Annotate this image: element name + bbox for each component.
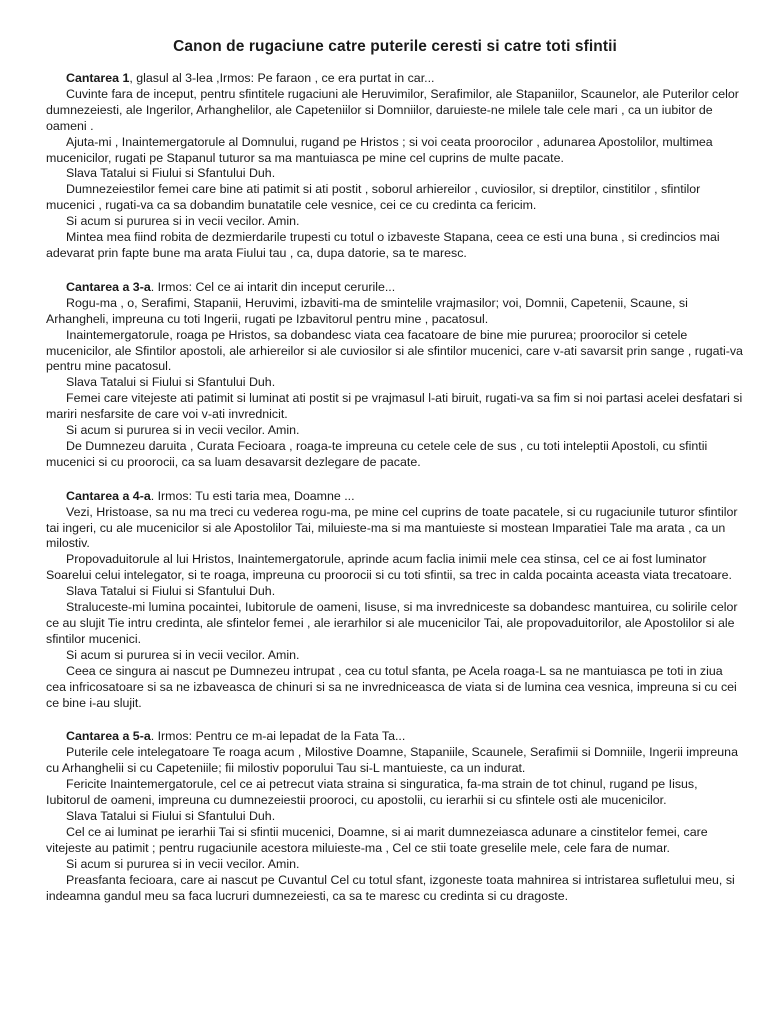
section-irmos: . Irmos: Pentru ce m-ai lepadat de la Fata Ta... (150, 729, 406, 744)
section-paragraph: Preasfanta fecioara, care ai nascut pe Cuvantul Cel cu totul sfant, izgoneste toata mahnirea si intristarea sufletului meu, si indeamna gandul meu sa faca lucruri dumnezeiesti, ca sa te maresc cu credinta si cu dragoste. (46, 872, 735, 903)
canon-section (46, 280, 744, 471)
section-paragraph: Cel ce ai luminat pe ierarhii Tai si sfintii mucenici, Doamne, si ai marit dumnezeiasca adunare a cinstitelor femei, care vitejeste au patimit ; pentru rugaciunile acestora miluieste-ma , Cel ce stii toate greselile mele, cele fara de numar. (46, 824, 708, 855)
section-paragraph: Ajuta-mi , Inaintemergatorule al Domnului, rugand pe Hristos ; si voi ceata proorocilor , adunarea Apostolilor, multimea mucenicilor, rugati pe Stapanul tuturor sa ma mantuiasca pe mine cel cuprins de multe pacate. (46, 134, 713, 165)
section-paragraph: Slava Tatalui si Fiului si Sfantului Duh. (66, 808, 276, 823)
section-paragraph: Cuvinte fara de inceput, pentru sfintitele rugaciuni ale Heruvimilor, Serafimilor, ale Stapaniilor, Scaunelor, ale Puterilor celor dumnezeiesti, ale Ingerilor, Arhanghelilor, ale Capeteniilor si Domniilor, daruieste-ne milele tale cele mari , ca un iubitor de oameni . (46, 86, 739, 133)
section-heading-line (46, 280, 744, 296)
section-paragraph: De Dumnezeu daruita , Curata Fecioara , roaga-te impreuna cu cetele cele de sus , cu toti inteleptii Apostoli, cu sfintii mucenici si cu proorocii, ca sa luam desavarsit dezlegare de pacate. (46, 438, 708, 469)
section-paragraph: Fericite Inaintemergatorule, cel ce ai petrecut viata straina si singuratica, fa-ma strain de tot chinul, rugand pe Iisus, Iubitorul de oameni, impreuna cu dumnezeiestii prooroci, cu apostolii, cu ierarhii si cu sfintele osti ale mucenicilor. (46, 777, 698, 808)
document-body (46, 71, 744, 904)
section-paragraph: Vezi, Hristoase, sa nu ma treci cu vederea rogu-ma, pe mine cel cuprins de toate pacatele, si cu rugaciunile tuturor sfintilor tai ingeri, cu ale mucenicilor si ale Apostolilor Tai, miluieste-ma si ma mantuieste si mostean Imparatiei Tale ma arata , ca un milostiv. (46, 504, 738, 551)
section-paragraph: Slava Tatalui si Fiului si Sfantului Duh. (66, 375, 276, 390)
section-heading-line (46, 729, 744, 745)
section-heading-line (46, 489, 744, 505)
section-paragraph: Slava Tatalui si Fiului si Sfantului Duh. (66, 166, 276, 181)
section-heading: Cantarea a 3-a (66, 279, 151, 294)
canon-section (46, 489, 744, 712)
section-paragraph: Ceea ce singura ai nascut pe Dumnezeu intrupat , cea cu totul sfanta, pe Acela roaga-L sa ne mantuiasca pe toti in ziua cea infricosatoare si sa ne izbaveasca de chinuri si sa ne invredniceasca de viata si de lumina cea vesnica, impreuna si cu cei ce bine i-au slujit. (46, 663, 737, 710)
document-title: Canon de rugaciune catre puterile ceresti si catre toti sfintii (173, 38, 617, 55)
section-heading-line (46, 71, 744, 87)
section-paragraph: Rogu-ma , o, Serafimi, Stapanii, Heruvimi, izbaviti-ma de smintelile vrajmasilor; voi, Domnii, Capetenii, Scaune, si Arhangheli, impreuna cu toti Ingerii, rugati pe Izbavitorul pentru mine , pacatosul. (46, 295, 688, 326)
section-paragraph: Mintea mea fiind robita de dezmierdarile trupesti cu totul o izbaveste Stapana, ceea ce esti una buna , si credincios mai adevarat prin fapte bune ma arata Fiului tau , ca, dupa datorie, sa te maresc. (46, 230, 720, 260)
section-irmos: , glasul al 3-lea ,Irmos: Pe faraon , ce era purtat in car... (129, 71, 435, 85)
section-paragraph: Slava Tatalui si Fiului si Sfantului Duh. (66, 584, 276, 599)
section-paragraph: Propovaduitorule al lui Hristos, Inaintemergatorule, aprinde acum faclia inimii mele cea stinsa, cel ce ai fost luminator Soarelui celui intelegator, si te roaga, impreuna cu proorocii si cu toti sfintii, sa trec in calda pocainta aceasta viata trecatoare. (46, 552, 732, 583)
canon-section (46, 71, 744, 262)
section-paragraph: Femei care vitejeste ati patimit si luminat ati postit si pe vrajmasul l-ati biruit, rugati-va sa fim si noi partasi acelei desfatari si mariri nesfarsite de care voi v-ati invrednicit. (46, 391, 743, 422)
section-paragraph: Puterile cele intelegatoare Te roaga acum , Milostive Doamne, Stapaniile, Scaunele, Serafimii si Domniile, Ingerii impreuna cu Arhanghelii si cu Capeteniile; fii milostiv poporului Tau si-L mantuieste, ca un indurat. (46, 745, 738, 776)
section-irmos: . Irmos: Tu esti taria mea, Doamne ... (150, 488, 355, 503)
section-heading: Cantarea a 5-a (66, 729, 151, 744)
section-heading: Cantarea a 4-a (66, 488, 151, 503)
section-paragraph: Si acum si pururea si in vecii vecilor. Amin. (66, 647, 300, 662)
section-paragraph: Straluceste-mi lumina pocaintei, Iubitorule de oameni, Iisuse, si ma invredniceste sa dobandesc mantuirea, cu solirile celor ce au slujit Tie intru credinta, ale sfintelor femei , ale ierarhilor si ale mucenicilor Tai, ale propovaduitorilor, ale Apostolilor si ale sfintilor mucenici. (46, 600, 738, 646)
section-paragraph: Si acum si pururea si in vecii vecilor. Amin. (66, 423, 300, 438)
section-paragraph: Si acum si pururea si in vecii vecilor. Amin. (66, 856, 300, 871)
section-paragraph: Inaintemergatorule, roaga pe Hristos, sa dobandesc viata cea facatoare de bine mie pururea; proorocilor si cetele mucenicilor, ale Sfintilor apostoli, ale arhiereilor si ale cuviosilor si ale sfintilor mucenici, care v-ati savarsit prin sange , rugati-va pentru mine pacatosul. (46, 327, 743, 374)
section-heading: Cantarea 1 (66, 71, 130, 85)
canon-section (46, 729, 744, 904)
section-irmos: . Irmos: Cel ce ai intarit din inceput cerurile... (150, 279, 396, 294)
section-paragraph: Si acum si pururea si in vecii vecilor. Amin. (66, 214, 300, 229)
section-paragraph: Dumnezeiestilor femei care bine ati patimit si ati postit , soborul arhiereilor , cuviosilor, si dreptilor, cinstitilor , sfintilor mucenici , rugati-va ca sa dobandim bunatatile cele vesnice, cei ce cu credinta ca fericim. (46, 182, 701, 213)
